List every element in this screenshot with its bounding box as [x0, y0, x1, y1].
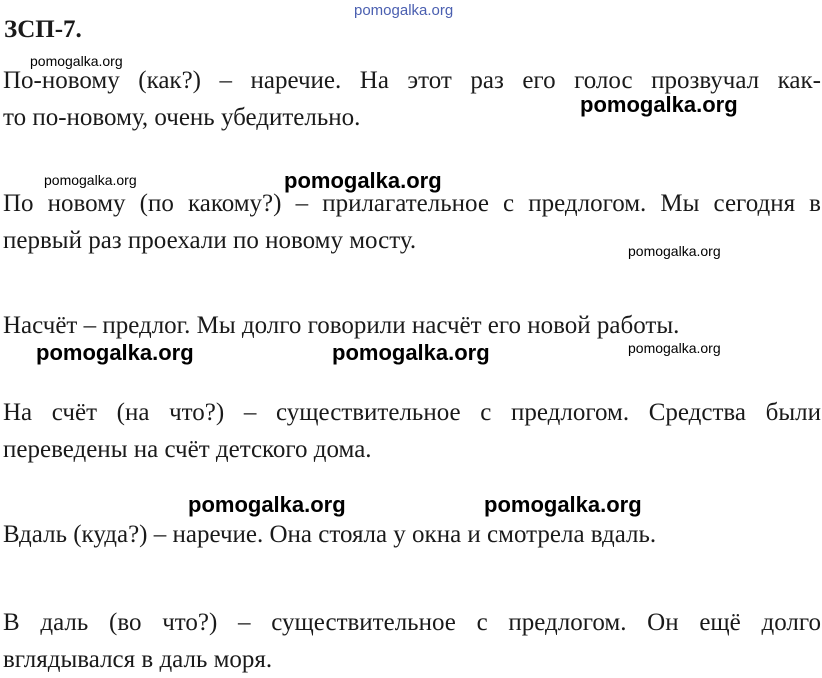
watermark-top: pomogalka.org — [354, 2, 454, 19]
paragraph-line: В даль (во что?) – существительное с предлогом. Он ещё долго — [3, 609, 821, 636]
watermark: pomogalka.org — [44, 172, 137, 188]
paragraph-line: переведены на счёт детского дома. — [3, 436, 372, 463]
paragraph-line: первый раз проехали по новому мосту. — [3, 227, 417, 254]
paragraph-line: Насчёт – предлог. Мы долго говорили насчёт его новой работы. — [3, 312, 680, 339]
watermark: pomogalka.org — [628, 243, 721, 259]
watermark: pomogalka.org — [484, 492, 642, 517]
watermark: pomogalka.org — [628, 340, 721, 356]
paragraph — [3, 62, 821, 136]
page-title: ЗСП-7. — [4, 16, 82, 43]
paragraph-line: По новому (по какому?) – прилагательное с предлогом. Мы сегодня в — [3, 190, 821, 217]
paragraph-line: На счёт (на что?) – существительное с предлогом. Средства были — [3, 399, 821, 426]
paragraph — [3, 307, 821, 344]
paragraph-line: По-новому (как?) – наречие. На этот раз его голос прозвучал как- — [3, 67, 821, 94]
paragraph-line: вглядывался в даль моря. — [3, 646, 273, 673]
paragraph — [3, 185, 821, 259]
watermark: pomogalka.org — [30, 53, 123, 69]
paragraph-line: то по-новому, очень убедительно. — [3, 104, 361, 131]
watermark: pomogalka.org — [188, 492, 346, 517]
paragraph — [3, 604, 821, 678]
watermark: pomogalka.org — [36, 340, 194, 365]
paragraph — [3, 394, 821, 468]
watermark: pomogalka.org — [284, 168, 442, 193]
paragraph — [3, 516, 821, 553]
watermark: pomogalka.org — [580, 92, 738, 117]
paragraph-line: Вдаль (куда?) – наречие. Она стояла у окна и смотрела вдаль. — [3, 521, 657, 548]
watermark: pomogalka.org — [332, 340, 490, 365]
